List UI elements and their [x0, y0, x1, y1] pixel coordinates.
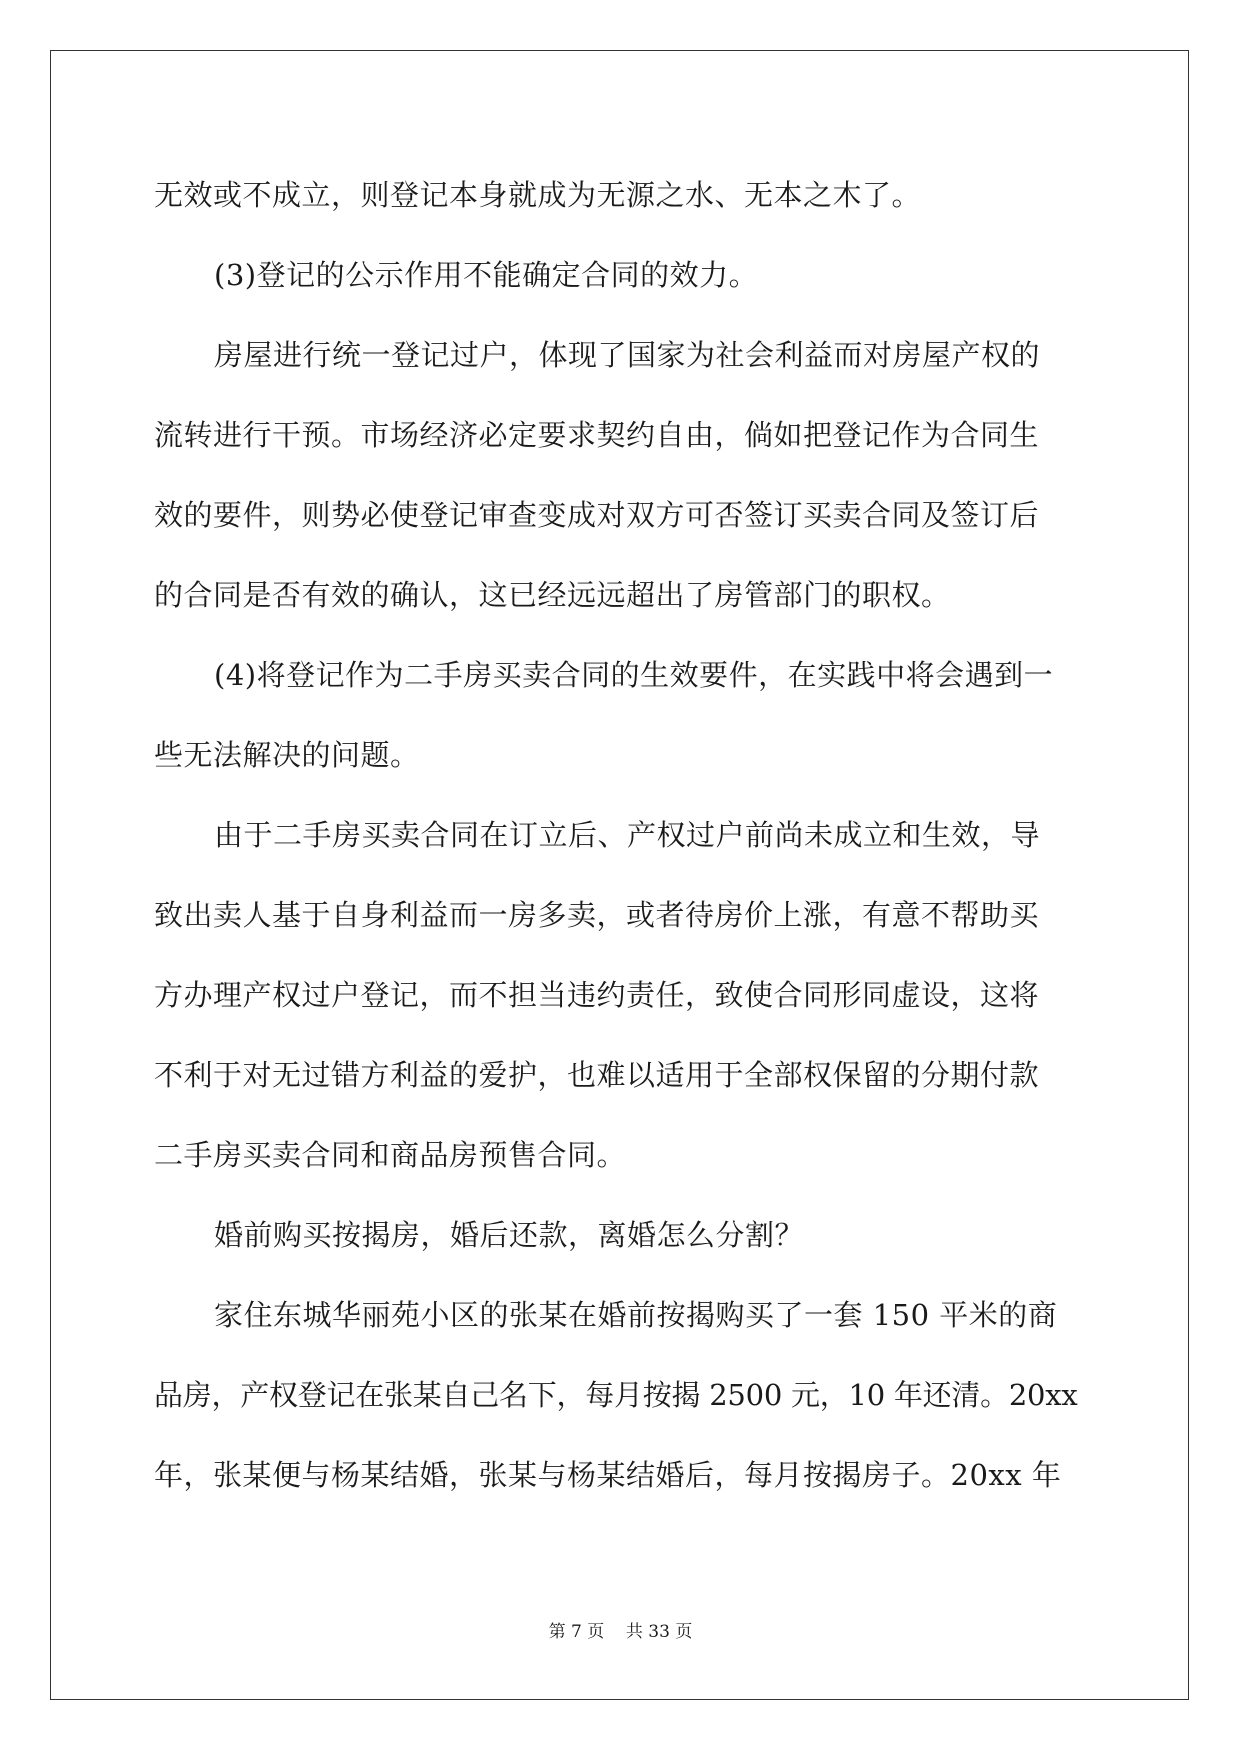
body-text-line: 品房，产权登记在张某自己名下，每月按揭 2500 元，10 年还清。20xx [154, 1378, 1078, 1412]
body-text-line: 房屋进行统一登记过户，体现了国家为社会利益而对房屋产权的 [214, 338, 1041, 372]
body-text-line: 无效或不成立，则登记本身就成为无源之水、无本之木了。 [154, 178, 922, 212]
body-text-line: 家住东城华丽苑小区的张某在婚前按揭购买了一套 150 平米的商 [214, 1298, 1058, 1332]
body-text-line: (4)将登记作为二手房买卖合同的生效要件，在实践中将会遇到一 [214, 658, 1054, 692]
body-text-line: 婚前购买按揭房，婚后还款，离婚怎么分割？ [214, 1218, 805, 1252]
body-text-line: 年，张某便与杨某结婚，张某与杨某结婚后，每月按揭房子。20xx 年 [154, 1458, 1062, 1492]
body-text-line: 效的要件，则势必使登记审查变成对双方可否签订买卖合同及签订后 [154, 498, 1040, 532]
body-text-line: 不利于对无过错方利益的爱护，也难以适用于全部权保留的分期付款 [154, 1058, 1040, 1092]
page-number-footer: 第 7 页 共 33 页 [548, 1622, 693, 1642]
body-text-line: 些无法解决的问题。 [154, 738, 420, 772]
body-text-line: 的合同是否有效的确认，这已经远远超出了房管部门的职权。 [154, 578, 951, 612]
body-text-line: 致出卖人基于自身利益而一房多卖，或者待房价上涨，有意不帮助买 [154, 898, 1040, 932]
body-text-line: 由于二手房买卖合同在订立后、产权过户前尚未成立和生效，导 [214, 818, 1041, 852]
body-text-line: 方办理产权过户登记，而不担当违约责任，致使合同形同虚设，这将 [154, 978, 1040, 1012]
body-text-line: 流转进行干预。市场经济必定要求契约自由，倘如把登记作为合同生 [154, 418, 1040, 452]
body-text-line: 二手房买卖合同和商品房预售合同。 [154, 1138, 627, 1172]
body-text-line: (3)登记的公示作用不能确定合同的效力。 [214, 258, 759, 292]
